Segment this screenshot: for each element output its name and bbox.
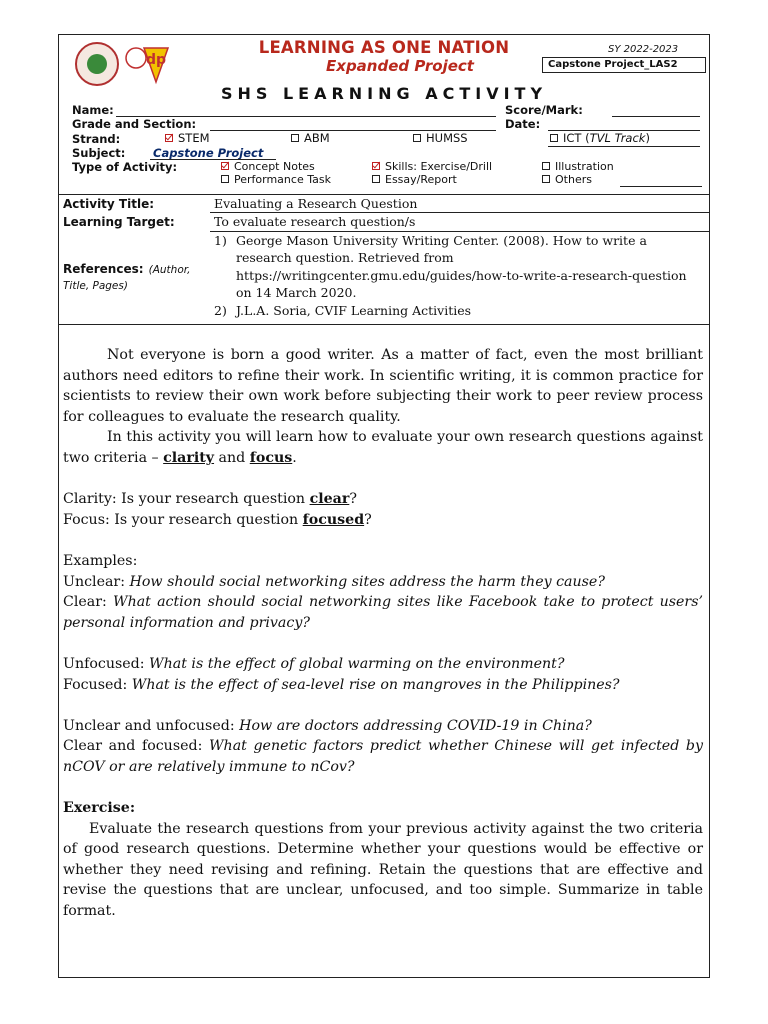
subject-label: Subject: — [72, 146, 126, 160]
others-field[interactable] — [620, 186, 702, 187]
type-others[interactable]: Others — [542, 173, 592, 186]
example-clear-focused: Clear and focused: What genetic factors predict whether Chinese will get infected by nCOV or are relatively immune to nCov? — [63, 738, 703, 775]
header-title: LEARNING AS ONE NATION — [258, 38, 510, 57]
activity-title-label: Activity Title: — [63, 197, 155, 211]
score-field[interactable] — [612, 116, 700, 117]
svg-text:dp: dp — [146, 52, 167, 68]
strand-option-ict[interactable]: ICT (TVL Track) — [550, 131, 650, 145]
grade-section-label: Grade and Section: — [72, 117, 197, 131]
table-row-divider — [210, 212, 710, 213]
checkbox-checked-icon — [221, 162, 229, 170]
checkbox-checked-icon — [165, 134, 173, 142]
list-item: 1) George Mason University Writing Center. (2008). How to write a research question. Retrieved from https://writingcenter.gmu.edu/guides/how-to-write-a-research-question on 14 March 2020. — [214, 233, 687, 301]
subject-value: Capstone Project — [153, 146, 264, 160]
type-concept-notes[interactable]: Concept Notes — [221, 160, 315, 173]
school-year: SY 2022-2023 — [608, 44, 679, 55]
references-label-block — [63, 261, 211, 293]
checkbox-checked-icon — [372, 162, 380, 170]
strand-option-humss[interactable]: HUMSS — [413, 131, 468, 145]
exercise-paragraph: Evaluate the research questions from your previous activity against the two criteria of good research questions. Determine whether your questions would be effective or whether they need revising and refining. Retain the questions that are effective and revise the questions that are unclear, unfocused, and too simple. Summarize in table format. — [63, 820, 703, 920]
table-bottom-border — [58, 324, 710, 325]
type-illustration[interactable]: Illustration — [542, 160, 614, 173]
lesson-body — [63, 345, 703, 922]
checkbox-icon — [542, 175, 550, 183]
learning-target-value: To evaluate research question/s — [214, 214, 416, 229]
example-unclear-unfocused: Unclear and unfocused: How are doctors addressing COVID-19 in China? — [63, 717, 592, 734]
type-performance-task[interactable]: Performance Task — [221, 173, 331, 186]
activity-heading: SHS LEARNING ACTIVITY — [220, 84, 548, 103]
references-note: (Author, Title, Pages) — [63, 264, 191, 292]
type-skills-exercise-drill[interactable]: Skills: Exercise/Drill — [372, 160, 492, 173]
activity-type-label: Type of Activity: — [72, 160, 178, 174]
checkbox-icon — [542, 162, 550, 170]
checkbox-icon — [550, 134, 558, 142]
activity-title-value: Evaluating a Research Question — [214, 196, 418, 211]
project-code-box: Capstone Project_LAS2 — [542, 57, 706, 73]
examples-label: Examples: — [63, 552, 138, 569]
exercise-label: Exercise: — [63, 800, 136, 817]
strand-option-abm[interactable]: ABM — [291, 131, 330, 145]
header-subtitle: Expanded Project — [326, 57, 474, 75]
activity-intro-paragraph: In this activity you will learn how to evaluate your own research questions against two criteria – clarity and focus. — [63, 429, 703, 466]
references-label: References: — [63, 262, 144, 276]
references-list — [214, 232, 700, 319]
name-label: Name: — [72, 103, 114, 117]
example-clear: Clear: What action should social networking sites like Facebook take to protect users’ personal information and privacy? — [63, 594, 703, 631]
clarity-question: Clarity: Is your research question clear? — [63, 491, 357, 508]
checkbox-icon — [221, 175, 229, 183]
list-item: 2) J.L.A. Soria, CVIF Learning Activities — [214, 302, 472, 318]
strand-label: Strand: — [72, 132, 121, 146]
ict-underline — [548, 146, 700, 147]
example-unfocused: Unfocused: What is the effect of global warming on the environment? — [63, 655, 565, 672]
date-label: Date: — [505, 117, 541, 131]
example-focused: Focused: What is the effect of sea-level rise on mangroves in the Philippines? — [63, 676, 620, 693]
checkbox-icon — [413, 134, 421, 142]
checkbox-icon — [372, 175, 380, 183]
type-essay-report[interactable]: Essay/Report — [372, 173, 457, 186]
strand-option-stem[interactable]: STEM — [165, 131, 210, 145]
example-unclear: Unclear: How should social networking sites address the harm they cause? — [63, 573, 605, 590]
focus-question: Focus: Is your research question focused? — [63, 511, 372, 528]
score-label: Score/Mark: — [505, 103, 583, 117]
learning-target-label: Learning Target: — [63, 215, 175, 229]
checkbox-icon — [291, 134, 299, 142]
table-top-border — [58, 194, 710, 195]
intro-paragraph: Not everyone is born a good writer. As a matter of fact, even the most brilliant authors need editors to refine their work. In scientific writing, it is common practice for scientists to review their own work before subjecting their work to peer review process for colleagues to evaluate the research quality. — [63, 347, 703, 425]
